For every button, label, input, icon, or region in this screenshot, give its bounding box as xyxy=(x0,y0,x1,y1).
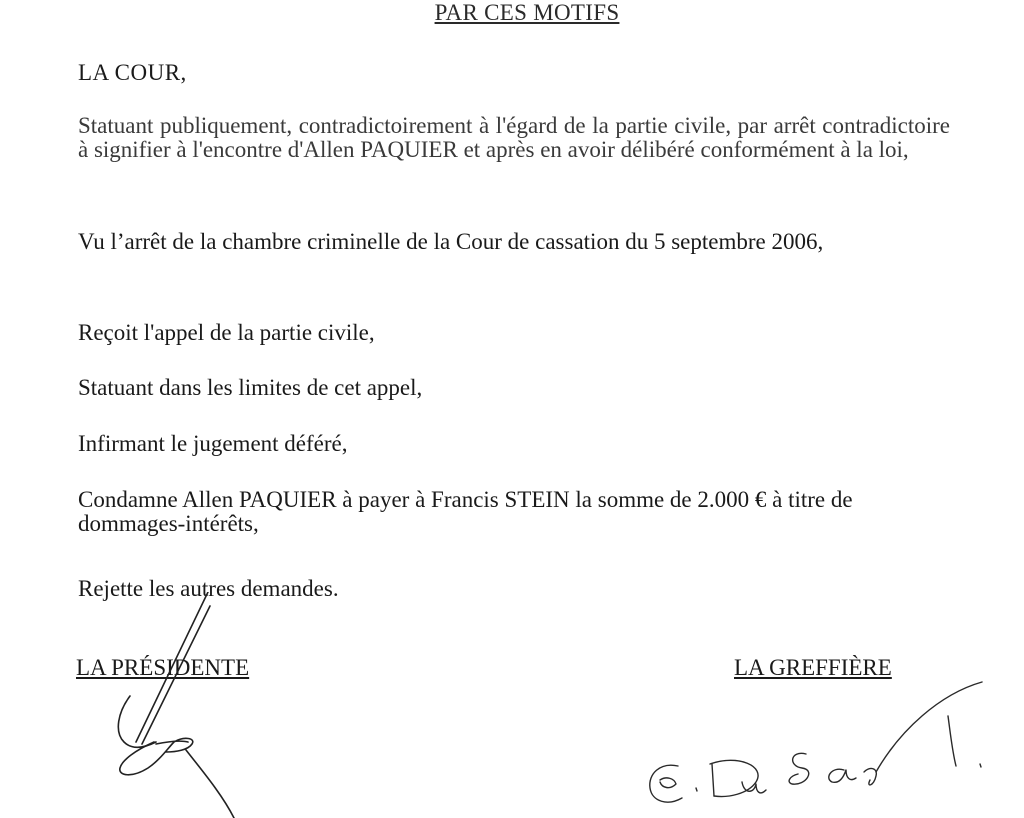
president-handwritten-signature xyxy=(96,592,246,818)
greffiere-signature-label: LA GREFFIÈRE xyxy=(734,655,892,680)
paragraph-vu-arret: Vu l’arrêt de la chambre criminelle de la Cour de cassation du 5 septembre 2006, xyxy=(78,229,824,254)
paragraph-infirmant: Infirmant le jugement déféré, xyxy=(78,431,348,456)
paragraph-rejette: Rejette les autres demandes. xyxy=(78,576,339,601)
paragraph-statuant-limites: Statuant dans les limites de cet appel, xyxy=(78,375,423,400)
greffiere-handwritten-signature xyxy=(630,670,1000,818)
president-signature-label: LA PRÉSIDENTE xyxy=(76,655,250,680)
section-heading: PAR CES MOTIFS xyxy=(434,0,620,25)
paragraph-recoit: Reçoit l'appel de la partie civile, xyxy=(78,320,375,345)
paragraph-statuant-publiquement: Statuant publiquement, contradictoirement à l'égard de la partie civile, par arrêt contradictoire à signifier à l'encontre d'Allen PAQUIER et après en avoir délibéré conformément à la loi, xyxy=(78,113,950,162)
paragraph-condamne: Condamne Allen PAQUIER à payer à Francis STEIN la somme de 2.000 € à titre de dommages-intérêts, xyxy=(78,487,853,536)
court-name: LA COUR, xyxy=(78,60,187,85)
